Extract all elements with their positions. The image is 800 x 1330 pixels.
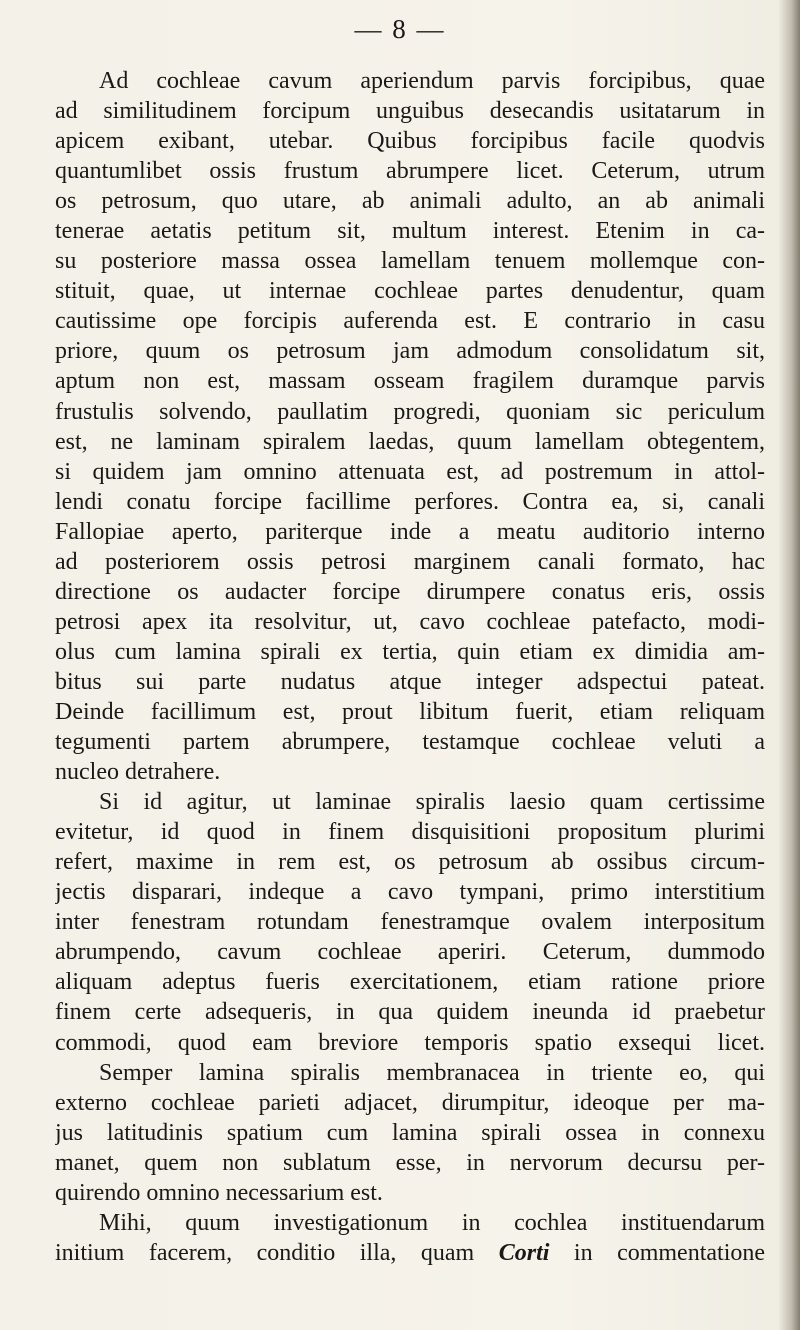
text-line: nucleo detrahere. (55, 759, 221, 786)
page-edge-shadow (778, 0, 800, 1330)
page-number-header: — 8 — (354, 14, 446, 44)
body-text (55, 66, 765, 1268)
text-line: petrosi apex ita resolvitur, ut, cavo cochleae patefacto, modi- (55, 608, 765, 635)
text-line: Si id agitur, ut laminae spiralis laesio quam certissime (99, 789, 765, 816)
text-line: jectis disparari, indeque a cavo tympani, primo interstitium (55, 879, 765, 906)
text-line: si quidem jam omnino attenuata est, ad postremum in attol- (55, 458, 765, 485)
text-line: Mihi, quum investigationum in cochlea instituendarum (99, 1209, 765, 1236)
text-line: quantumlibet ossis frustum abrumpere licet. Ceterum, utrum (55, 158, 765, 185)
text-line: aliquam adeptus fueris exercitationem, etiam ratione priore (55, 969, 765, 996)
text-line: quirendo omnino necessarium est. (55, 1179, 383, 1206)
text-line: cautissime ope forcipis auferenda est. E contrario in casu (55, 308, 765, 335)
text-line: su posteriore massa ossea lamellam tenuem mollemque con- (55, 248, 765, 275)
text-line: olus cum lamina spirali ex tertia, quin etiam ex dimidia am- (55, 638, 765, 665)
author-name: Corti (498, 1239, 550, 1266)
text-line: aptum non est, massam osseam fragilem duramque parvis (55, 368, 765, 395)
text-line: ad posteriorem ossis petrosi marginem canali formato, hac (55, 548, 765, 575)
text-line: tenerae aetatis petitum sit, multum interest. Etenim in ca- (55, 218, 765, 245)
text-line: os petrosum, quo utare, ab animali adulto, an ab animali (55, 188, 765, 215)
text-line: est, ne laminam spiralem laedas, quum lamellam obtegentem, (55, 428, 765, 455)
text-line: commodi, quod eam breviore temporis spatio exsequi licet. (55, 1029, 765, 1056)
text-line: frustulis solvendo, paullatim progredi, quoniam sic periculum (55, 398, 765, 425)
text-line: tegumenti partem abrumpere, testamque cochleae veluti a (55, 729, 765, 756)
text-line: directione os audacter forcipe dirumpere conatus eris, ossis (55, 578, 765, 605)
text-line: Deinde facillimum est, prout libitum fuerit, etiam reliquam (55, 698, 765, 725)
text-line: apicem exibant, utebar. Quibus forcipibus facile quodvis (55, 128, 765, 155)
text-line: Semper lamina spiralis membranacea in triente eo, qui (99, 1059, 765, 1086)
text-line: inter fenestram rotundam fenestramque ovalem interpositum (55, 909, 765, 936)
text-line (55, 1238, 765, 1268)
text-line: evitetur, id quod in finem disquisitioni propositum plurimi (55, 819, 765, 846)
text-line: jus latitudinis spatium cum lamina spirali ossea in connexu (55, 1119, 765, 1146)
text-line: Ad cochleae cavum aperiendum parvis forcipibus, quae (99, 68, 765, 94)
text-line: manet, quem non sublatum esse, in nervorum decursu per- (55, 1149, 765, 1176)
text-line: ad similitudinem forcipum unguibus desecandis usitatarum in (55, 98, 765, 125)
text-line: abrumpendo, cavum cochleae aperiri. Ceterum, dummodo (55, 939, 765, 966)
text-line: lendi conatu forcipe facillime perfores. Contra ea, si, canali (55, 488, 765, 515)
text-segment: in commentatione (573, 1239, 765, 1266)
text-line: priore, quum os petrosum jam admodum consolidatum sit, (55, 338, 765, 365)
text-line: refert, maxime in rem est, os petrosum ab ossibus circum- (55, 849, 765, 876)
text-segment: initium facerem, conditio illa, quam (55, 1239, 475, 1266)
text-line: stituit, quae, ut internae cochleae partes denudentur, quam (55, 278, 765, 305)
text-line: Fallopiae aperto, pariterque inde a meatu auditorio interno (55, 518, 765, 545)
text-line: externo cochleae parieti adjacet, dirumpitur, ideoque per ma- (55, 1089, 765, 1116)
text-line: bitus sui parte nudatus atque integer adspectui pateat. (55, 668, 765, 695)
text-line: finem certe adsequeris, in qua quidem ineunda id praebetur (55, 999, 765, 1026)
